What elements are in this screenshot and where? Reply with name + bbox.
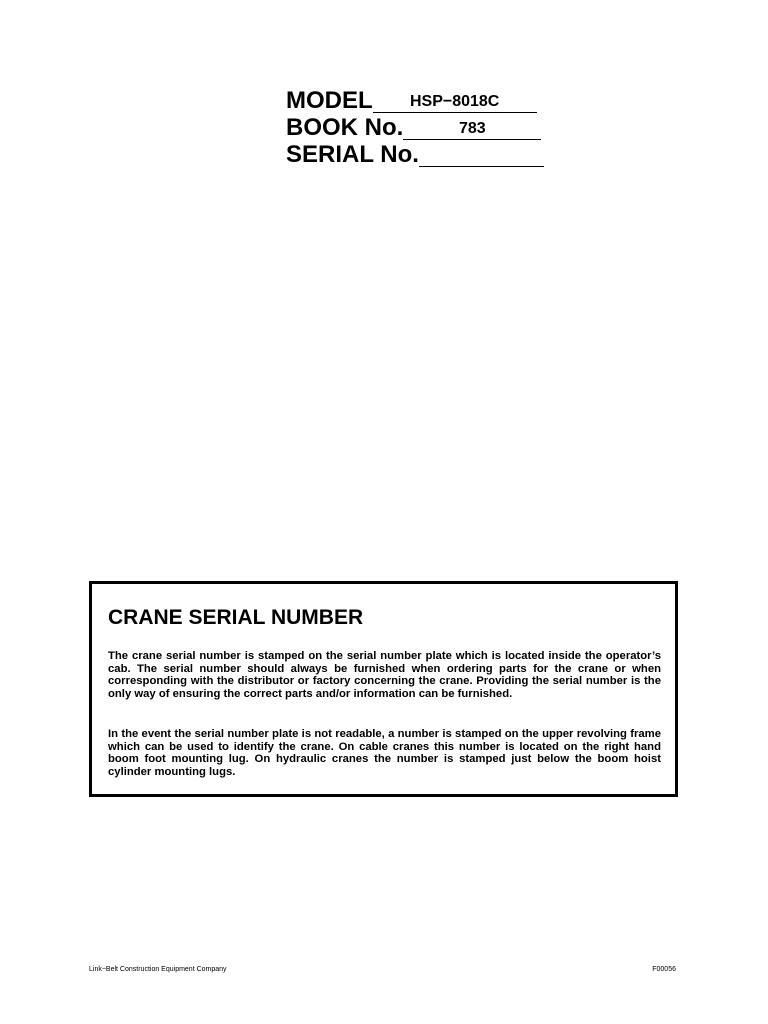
- notice-title: CRANE SERIAL NUMBER: [108, 606, 364, 629]
- serial-label: SERIAL No.: [286, 141, 419, 168]
- model-field: [373, 88, 537, 113]
- notice-paragraph-1: The crane serial number is stamped on the serial number plate which is located inside the operator’s cab. The serial number should always be furnished when ordering parts for the crane or when corresponding with the distributor or factory concerning the crane. Providing the serial number is the only way of ensuring the correct parts and/or information can be furnished.: [108, 650, 661, 700]
- model-label: MODEL: [286, 87, 373, 114]
- book-label: BOOK No.: [286, 114, 404, 141]
- identification-fields: [286, 86, 546, 167]
- model-row: [286, 86, 546, 113]
- book-row: [286, 113, 546, 140]
- notice-paragraph-2: In the event the serial number plate is not readable, a number is stamped on the upper revolving frame which can be used to identify the crane. On cable cranes this number is located on the right hand boom foot mounting lug. On hydraulic cranes the number is stamped just below the boom hoist cylinder mounting lugs.: [108, 728, 661, 778]
- serial-number-notice-box: [89, 581, 678, 797]
- footer-company: Link−Belt Construction Equipment Company: [89, 966, 227, 973]
- model-value: HSP−8018C: [409, 93, 500, 110]
- book-field: [403, 115, 541, 140]
- book-value: 783: [458, 120, 486, 137]
- footer-code: F00056: [652, 966, 676, 973]
- serial-field: [419, 142, 544, 167]
- serial-row: [286, 140, 546, 167]
